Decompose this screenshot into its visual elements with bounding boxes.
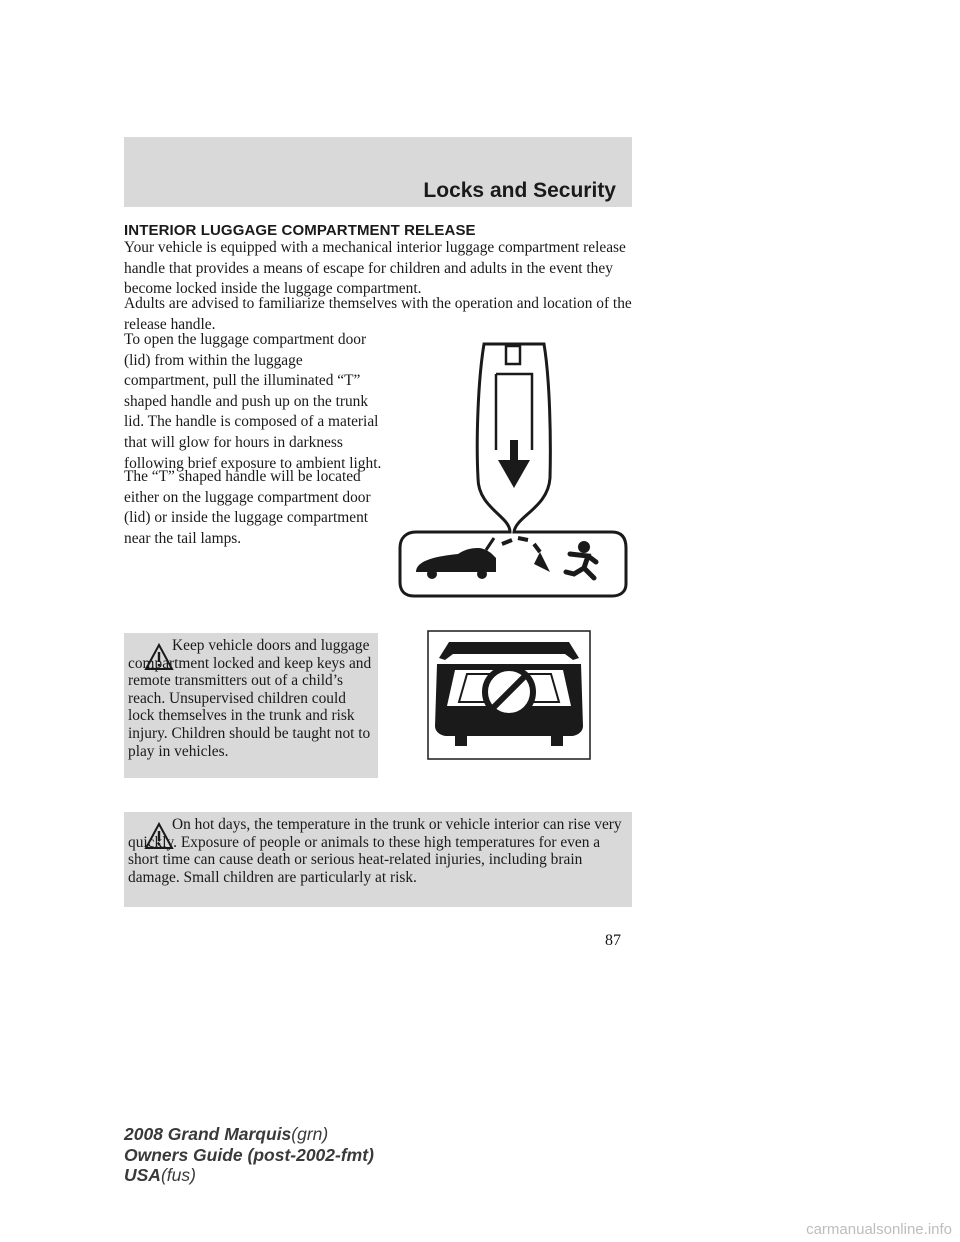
warning-text-heat: On hot days, the temperature in the trunk or vehicle interior can rise very quickly. Exposure of people or animals to these high temperatures for even a short time can cause death or serious heat-related injuries, including brain damage. Small children are particularly at risk. [128,816,622,886]
page-number: 87 [605,932,621,949]
footer-guide: Owners Guide (post-2002-fmt) [124,1144,374,1165]
footer-market-code: (fus) [160,1165,196,1185]
page-title: Locks and Security [423,179,616,202]
footer-model: 2008 Grand Marquis [124,1124,292,1144]
document-footer [124,1124,374,1186]
no-children-in-trunk-icon [427,630,591,760]
warning-text-children: Keep vehicle doors and luggage compartment locked and keep keys and remote transmitters out of a child’s reach. Unsupervised children could lock themselves in the trunk and risk injury. Children should be taught not to play in vehicles. [128,637,372,760]
header-band [124,137,632,207]
watermark: carmanualsonline.info [806,1221,952,1238]
paragraph-open-instructions: To open the luggage compartment door (lid) from within the luggage compartment, pull the illuminated “T” shaped handle and push up on the trunk lid. The handle is composed of a material that will glow for hours in darkness following brief exposure to ambient light. [124,331,382,472]
footer-market: USA [124,1165,161,1185]
paragraph-intro: Your vehicle is equipped with a mechanical interior luggage compartment release handle that provides a means of escape for children and adults in the event they become locked inside the luggage compartment. [124,239,626,298]
paragraph-handle-location: The “T” shaped handle will be located either on the luggage compartment door (lid) or inside the luggage compartment near the tail lamps. [124,468,371,547]
footer-model-code: (grn) [291,1124,329,1144]
section-heading: INTERIOR LUGGAGE COMPARTMENT RELEASE [124,222,476,239]
warning-box-children [124,633,378,778]
paragraph-advice: Adults are advised to familiarize themselves with the operation and location of the release handle. [124,295,632,333]
t-handle-illustration [398,340,628,598]
warning-box-heat [124,812,632,907]
